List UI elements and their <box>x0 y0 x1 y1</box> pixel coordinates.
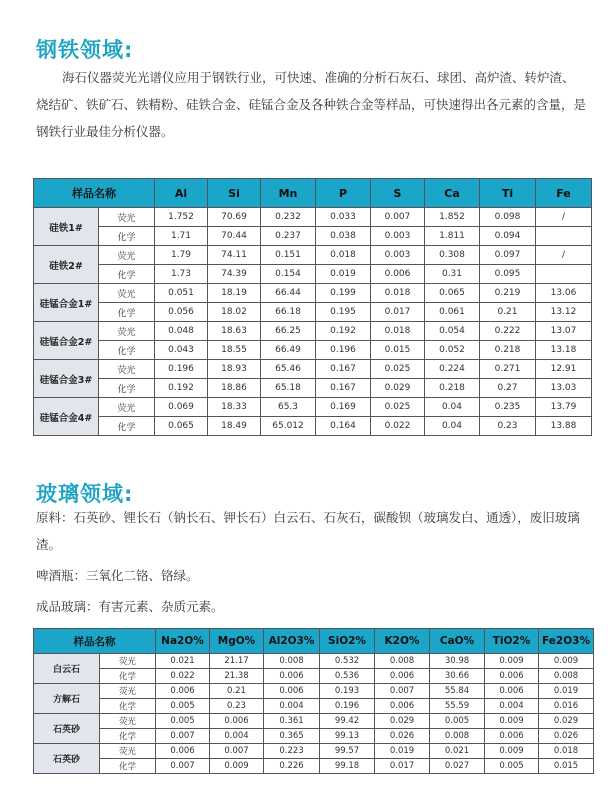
value-cell: 1.752 <box>155 208 208 227</box>
value-cell: 0.536 <box>320 669 375 684</box>
value-cell: 0.222 <box>480 322 536 341</box>
value-cell: 65.18 <box>261 379 316 398</box>
value-cell: 0.029 <box>375 714 430 729</box>
method-cell: 荧光 <box>100 744 156 759</box>
value-cell: 0.069 <box>155 398 208 417</box>
column-header: Si <box>208 179 261 208</box>
value-cell: 1.79 <box>155 246 208 265</box>
value-cell: 30.66 <box>430 669 485 684</box>
value-cell: 65.012 <box>261 417 316 436</box>
method-cell: 荧光 <box>99 360 155 379</box>
sample-name-cell: 硅铁1# <box>34 208 99 246</box>
glass-table <box>33 628 594 774</box>
value-cell: 0.196 <box>320 699 375 714</box>
column-header: TiO2% <box>485 629 539 654</box>
value-cell: 66.25 <box>261 322 316 341</box>
value-cell: 0.21 <box>480 303 536 322</box>
value-cell: 0.365 <box>264 729 320 744</box>
table-row <box>34 729 594 744</box>
value-cell: 0.009 <box>485 654 539 669</box>
column-header: Na2O% <box>156 629 210 654</box>
value-cell: 0.006 <box>156 684 210 699</box>
value-cell: 13.79 <box>536 398 592 417</box>
glass-table-header <box>34 629 594 654</box>
table-row <box>34 654 594 669</box>
column-header: Al2O3% <box>264 629 320 654</box>
value-cell: 0.095 <box>480 265 536 284</box>
value-cell: 0.019 <box>375 744 430 759</box>
value-cell: 0.192 <box>155 379 208 398</box>
method-cell: 化学 <box>100 699 156 714</box>
glass-finished-text: 成品玻璃：有害元素、杂质元素。 <box>36 599 224 614</box>
value-cell: 1.73 <box>155 265 208 284</box>
value-cell: 0.151 <box>261 246 316 265</box>
sample-name-cell: 硅锰合金2# <box>34 322 99 360</box>
value-cell: 0.224 <box>425 360 480 379</box>
value-cell: 13.06 <box>536 284 592 303</box>
value-cell: 0.23 <box>480 417 536 436</box>
value-cell: 0.022 <box>156 669 210 684</box>
value-cell: 13.12 <box>536 303 592 322</box>
value-cell: 0.167 <box>316 379 371 398</box>
value-cell: 0.04 <box>425 417 480 436</box>
value-cell: 0.065 <box>155 417 208 436</box>
value-cell: 0.098 <box>480 208 536 227</box>
value-cell: 99.42 <box>320 714 375 729</box>
value-cell: 0.219 <box>480 284 536 303</box>
value-cell: 0.199 <box>316 284 371 303</box>
sample-name-cell: 石英砂 <box>34 714 100 744</box>
value-cell: 66.44 <box>261 284 316 303</box>
value-cell: 0.022 <box>371 417 425 436</box>
method-cell: 化学 <box>99 227 155 246</box>
value-cell: 0.007 <box>371 208 425 227</box>
value-cell: 0.164 <box>316 417 371 436</box>
table-row <box>34 208 592 227</box>
column-header: Al <box>155 179 208 208</box>
value-cell: 0.006 <box>375 699 430 714</box>
value-cell: 0.193 <box>320 684 375 699</box>
value-cell: 0.025 <box>371 398 425 417</box>
value-cell: 0.008 <box>539 669 594 684</box>
value-cell: 0.061 <box>425 303 480 322</box>
value-cell: 0.094 <box>480 227 536 246</box>
value-cell: 0.005 <box>485 759 539 774</box>
table-row <box>34 699 594 714</box>
method-cell: 荧光 <box>100 714 156 729</box>
steel-intro-text: 海石仪器荧光光谱仪应用于钢铁行业，可快速、准确的分析石灰石、球团、高炉渣、转炉渣、烧结矿、铁矿石、铁精粉、硅铁合金、硅锰合金及各种铁合金等样品，可快速得出各元素的含量，是钢铁行业最佳分析仪器。 <box>36 70 587 139</box>
table-row <box>34 265 592 284</box>
steel-heading: 钢铁领域: <box>36 38 134 62</box>
value-cell: 0.029 <box>539 714 594 729</box>
value-cell: 0.23 <box>210 699 264 714</box>
table-row <box>34 284 592 303</box>
value-cell: 0.196 <box>155 360 208 379</box>
value-cell: 0.056 <box>155 303 208 322</box>
method-cell: 化学 <box>99 341 155 360</box>
value-cell: 0.195 <box>316 303 371 322</box>
glass-heading: 玻璃领域: <box>36 482 134 506</box>
value-cell: 66.49 <box>261 341 316 360</box>
value-cell: 1.811 <box>425 227 480 246</box>
value-cell: 0.04 <box>425 398 480 417</box>
method-cell: 化学 <box>99 379 155 398</box>
value-cell: 0.006 <box>371 265 425 284</box>
value-cell: 18.86 <box>208 379 261 398</box>
value-cell: 13.88 <box>536 417 592 436</box>
value-cell: 0.038 <box>316 227 371 246</box>
value-cell: 0.167 <box>316 360 371 379</box>
value-cell: 0.033 <box>316 208 371 227</box>
value-cell: 13.07 <box>536 322 592 341</box>
method-cell: 荧光 <box>99 284 155 303</box>
value-cell: 0.308 <box>425 246 480 265</box>
table-row <box>34 398 592 417</box>
value-cell: 0.007 <box>375 684 430 699</box>
column-header: Ca <box>425 179 480 208</box>
value-cell: 0.018 <box>316 246 371 265</box>
value-cell: 0.027 <box>430 759 485 774</box>
value-cell: 18.55 <box>208 341 261 360</box>
value-cell: 0.005 <box>156 699 210 714</box>
value-cell: 18.63 <box>208 322 261 341</box>
value-cell: 0.018 <box>371 322 425 341</box>
value-cell: 0.31 <box>425 265 480 284</box>
value-cell: 0.218 <box>425 379 480 398</box>
column-header-sample-name: 样品名称 <box>34 629 156 654</box>
value-cell: 0.006 <box>485 729 539 744</box>
value-cell: 13.18 <box>536 341 592 360</box>
table-row <box>34 322 592 341</box>
method-cell: 荧光 <box>100 684 156 699</box>
value-cell: 0.009 <box>539 654 594 669</box>
value-cell: 12.91 <box>536 360 592 379</box>
value-cell: 0.006 <box>156 744 210 759</box>
value-cell: 65.46 <box>261 360 316 379</box>
value-cell <box>536 227 592 246</box>
value-cell: 0.006 <box>485 684 539 699</box>
column-header: CaO% <box>430 629 485 654</box>
sample-name-cell: 白云石 <box>34 654 100 684</box>
value-cell: 0.007 <box>156 759 210 774</box>
value-cell: 0.006 <box>264 669 320 684</box>
table-row <box>34 744 594 759</box>
value-cell: 30.98 <box>430 654 485 669</box>
value-cell: 21.38 <box>210 669 264 684</box>
value-cell: 0.21 <box>210 684 264 699</box>
table-row <box>34 379 592 398</box>
value-cell: 74.39 <box>208 265 261 284</box>
method-cell: 化学 <box>99 265 155 284</box>
value-cell <box>536 265 592 284</box>
value-cell: 0.051 <box>155 284 208 303</box>
glass-beer-bottle-text: 啤酒瓶：三氧化二铬、铬绿。 <box>36 568 199 583</box>
glass-raw-materials-text: 原料：石英砂、锂长石（钠长石、钾长石）白云石、石灰石，碳酸钡（玻璃发白、通透），废旧玻璃渣。 <box>36 510 580 552</box>
value-cell: 18.49 <box>208 417 261 436</box>
method-cell: 荧光 <box>100 654 156 669</box>
value-cell: 21.17 <box>210 654 264 669</box>
value-cell: 18.19 <box>208 284 261 303</box>
method-cell: 荧光 <box>99 398 155 417</box>
value-cell: 18.33 <box>208 398 261 417</box>
value-cell: 0.361 <box>264 714 320 729</box>
value-cell: 0.007 <box>210 744 264 759</box>
value-cell: 18.02 <box>208 303 261 322</box>
table-row <box>34 684 594 699</box>
value-cell: 0.004 <box>485 699 539 714</box>
value-cell: 0.27 <box>480 379 536 398</box>
value-cell: 0.026 <box>375 729 430 744</box>
value-cell: 0.003 <box>371 227 425 246</box>
value-cell: 0.008 <box>430 729 485 744</box>
steel-table <box>33 178 592 436</box>
method-cell: 化学 <box>100 669 156 684</box>
table-row <box>34 759 594 774</box>
value-cell: 0.029 <box>371 379 425 398</box>
table-row <box>34 303 592 322</box>
sample-name-cell: 方解石 <box>34 684 100 714</box>
value-cell: 0.007 <box>156 729 210 744</box>
value-cell: 0.006 <box>375 669 430 684</box>
method-cell: 化学 <box>99 417 155 436</box>
value-cell: 0.015 <box>539 759 594 774</box>
value-cell: 0.271 <box>480 360 536 379</box>
value-cell: 70.44 <box>208 227 261 246</box>
column-header: Fe2O3% <box>539 629 594 654</box>
value-cell: 55.84 <box>430 684 485 699</box>
value-cell: 74.11 <box>208 246 261 265</box>
sample-name-cell: 石英砂 <box>34 744 100 774</box>
sample-name-cell: 硅铁2# <box>34 246 99 284</box>
value-cell: 0.018 <box>539 744 594 759</box>
method-cell: 化学 <box>100 759 156 774</box>
table-row <box>34 669 594 684</box>
value-cell: 0.025 <box>371 360 425 379</box>
value-cell: 13.03 <box>536 379 592 398</box>
table-row <box>34 246 592 265</box>
value-cell: 70.69 <box>208 208 261 227</box>
value-cell: 1.852 <box>425 208 480 227</box>
column-header: P <box>316 179 371 208</box>
value-cell: 0.009 <box>210 759 264 774</box>
value-cell: 0.021 <box>156 654 210 669</box>
value-cell: 0.048 <box>155 322 208 341</box>
column-header: Mn <box>261 179 316 208</box>
value-cell: 0.017 <box>375 759 430 774</box>
value-cell: 0.009 <box>485 744 539 759</box>
value-cell: / <box>536 208 592 227</box>
column-header: Fe <box>536 179 592 208</box>
value-cell: 0.006 <box>485 669 539 684</box>
table-row <box>34 714 594 729</box>
value-cell: 0.005 <box>156 714 210 729</box>
value-cell: 0.006 <box>264 684 320 699</box>
value-cell: 55.59 <box>430 699 485 714</box>
value-cell: 18.93 <box>208 360 261 379</box>
value-cell: 0.021 <box>430 744 485 759</box>
method-cell: 化学 <box>99 303 155 322</box>
value-cell: 0.008 <box>264 654 320 669</box>
value-cell: 0.015 <box>371 341 425 360</box>
method-cell: 荧光 <box>99 208 155 227</box>
method-cell: 荧光 <box>99 322 155 341</box>
method-cell: 荧光 <box>99 246 155 265</box>
table-row <box>34 227 592 246</box>
value-cell: 0.004 <box>264 699 320 714</box>
value-cell: 0.192 <box>316 322 371 341</box>
value-cell: 0.004 <box>210 729 264 744</box>
value-cell: 0.003 <box>371 246 425 265</box>
value-cell: 65.3 <box>261 398 316 417</box>
value-cell: 0.532 <box>320 654 375 669</box>
value-cell: 99.57 <box>320 744 375 759</box>
value-cell: 0.226 <box>264 759 320 774</box>
value-cell: 0.016 <box>539 699 594 714</box>
column-header: S <box>371 179 425 208</box>
value-cell: 0.235 <box>480 398 536 417</box>
table-row <box>34 341 592 360</box>
sample-name-cell: 硅锰合金3# <box>34 360 99 398</box>
value-cell: 0.218 <box>480 341 536 360</box>
value-cell: 0.019 <box>316 265 371 284</box>
column-header: K2O% <box>375 629 430 654</box>
value-cell: 0.154 <box>261 265 316 284</box>
value-cell: / <box>536 246 592 265</box>
method-cell: 化学 <box>100 729 156 744</box>
value-cell: 0.065 <box>425 284 480 303</box>
column-header-sample-name: 样品名称 <box>34 179 155 208</box>
value-cell: 0.237 <box>261 227 316 246</box>
value-cell: 0.043 <box>155 341 208 360</box>
column-header: Ti <box>480 179 536 208</box>
value-cell: 0.232 <box>261 208 316 227</box>
value-cell: 0.009 <box>485 714 539 729</box>
column-header: SiO2% <box>320 629 375 654</box>
value-cell: 0.005 <box>430 714 485 729</box>
value-cell: 0.008 <box>375 654 430 669</box>
value-cell: 0.169 <box>316 398 371 417</box>
value-cell: 0.026 <box>539 729 594 744</box>
column-header: MgO% <box>210 629 264 654</box>
value-cell: 0.019 <box>539 684 594 699</box>
value-cell: 99.18 <box>320 759 375 774</box>
value-cell: 0.006 <box>210 714 264 729</box>
value-cell: 0.223 <box>264 744 320 759</box>
table-row <box>34 360 592 379</box>
sample-name-cell: 硅锰合金1# <box>34 284 99 322</box>
value-cell: 0.196 <box>316 341 371 360</box>
value-cell: 0.018 <box>371 284 425 303</box>
value-cell: 1.71 <box>155 227 208 246</box>
steel-table-header <box>34 179 592 208</box>
value-cell: 0.017 <box>371 303 425 322</box>
value-cell: 66.18 <box>261 303 316 322</box>
value-cell: 99.13 <box>320 729 375 744</box>
value-cell: 0.052 <box>425 341 480 360</box>
table-row <box>34 417 592 436</box>
value-cell: 0.097 <box>480 246 536 265</box>
value-cell: 0.054 <box>425 322 480 341</box>
sample-name-cell: 硅锰合金4# <box>34 398 99 436</box>
